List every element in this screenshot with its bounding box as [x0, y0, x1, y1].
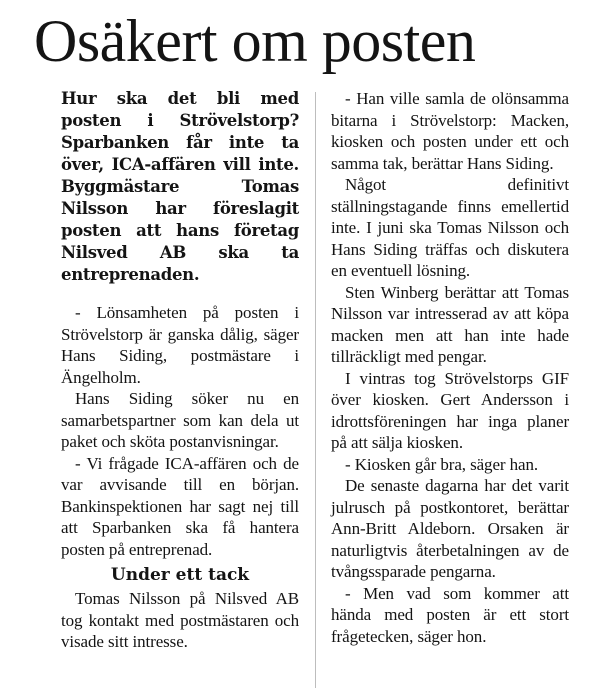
body-paragraph: - Han ville samla de olönsamma bitarna i Strövelstorp: Macken, kiosken och posten under ett och samma tak, berättar Hans Siding.	[331, 89, 569, 173]
column-divider	[315, 92, 316, 688]
body-paragraph: I vintras tog Strövelstorps GIF över kiosken. Gert Andersson i idrottsföreningen har inga planer på att sälja kiosken.	[331, 368, 569, 452]
article-column-right	[331, 88, 569, 647]
ingress: Hur ska det bli med posten i Strövelstorp? Sparbanken får inte ta över, ICA-affären vill inte. Byggmästare Tomas Nilsson har föreslagit posten att hans företag Nilsved AB ska ta entreprenaden.	[61, 89, 299, 284]
subheading: Under ett tack	[110, 565, 250, 585]
body-paragraph: De senaste dagarna har det varit julrusch på postkontoret, berättar Ann-Britt Aldeborn. Orsaken är naturligtvis återbetalningen av de tvångssparade pengarna.	[331, 476, 569, 581]
body-paragraph: - Lönsamheten på posten i Strövelstorp är ganska dålig, säger Hans Siding, postmästare i Ängelholm.	[61, 303, 299, 387]
body-paragraph: Sten Winberg berättar att Tomas Nilsson var intresserad av att köpa macken men att han inte hade tillräckligt med pengar.	[331, 282, 569, 366]
body-paragraph: Något definitivt ställningstagande finns emellertid inte. I juni ska Tomas Nilsson och Hans Siding träffas och diskutera en eventuell lösning.	[331, 175, 569, 280]
body-paragraph: Tomas Nilsson på Nilsved AB tog kontakt med postmästaren och visade sitt intresse.	[61, 589, 299, 651]
body-paragraph: - Men vad som kommer att hända med posten är ett stort frågetecken, säger hon.	[331, 583, 569, 646]
body-paragraph: Hans Siding söker nu en samarbetspartner som kan dela ut paket och sköta postanvisningar.	[61, 389, 299, 451]
body-paragraph: - Kiosken går bra, säger han.	[345, 454, 538, 474]
article-column-left	[61, 88, 299, 653]
body-paragraph: - Vi frågade ICA-affären och de var avvisande till en början. Bankinspektionen har sagt nej till att Sparbanken ska få hantera posten på entreprenad.	[61, 453, 299, 559]
headline: Osäkert om posten	[34, 8, 476, 74]
